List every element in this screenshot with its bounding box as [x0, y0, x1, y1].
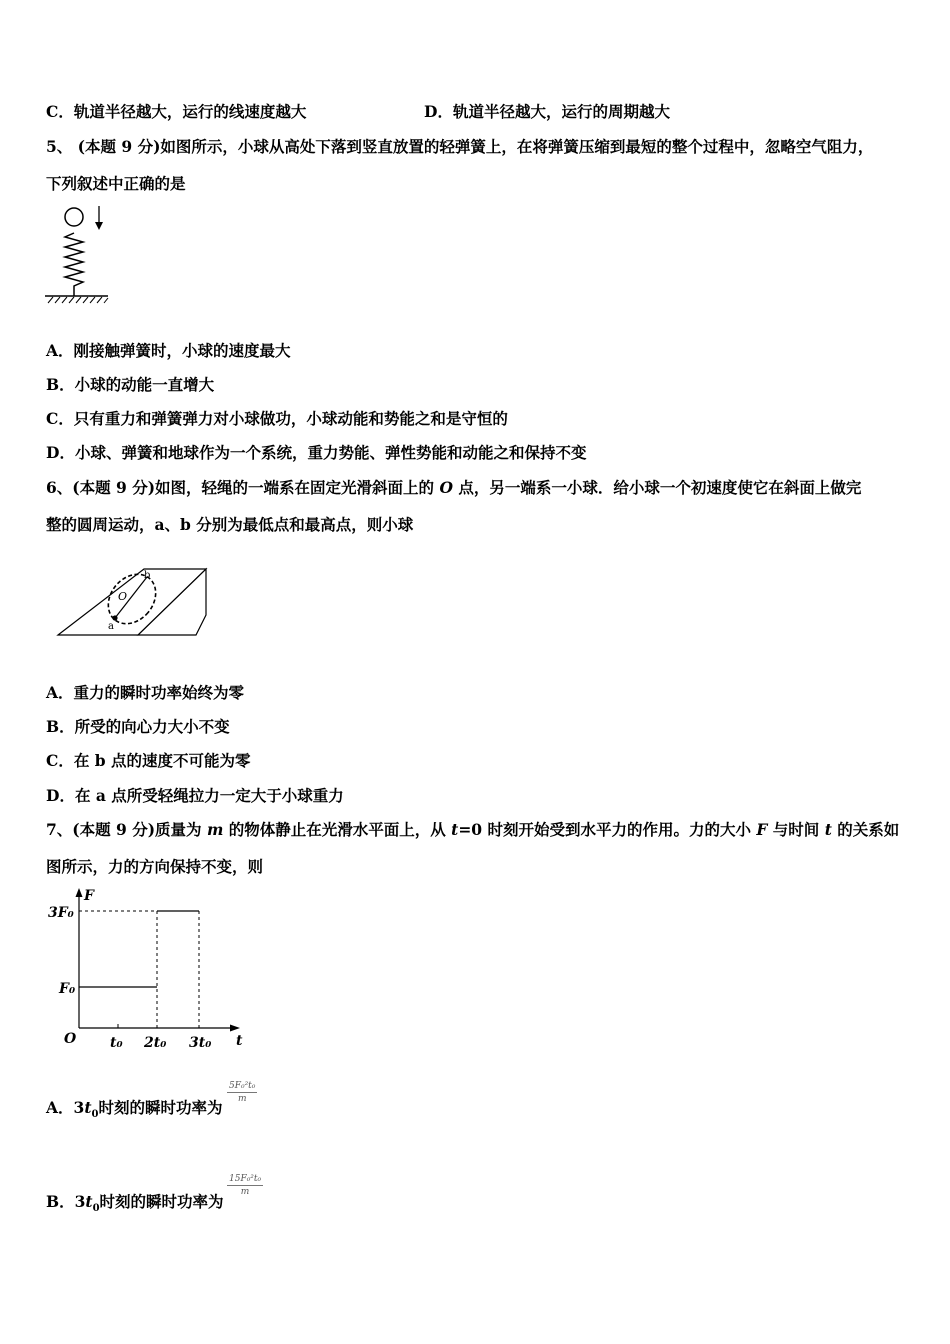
q6-point-o: O — [439, 478, 453, 497]
q5-stem-line2: 下列叙述中正确的是 — [46, 174, 186, 193]
q7-option-b-var: t — [85, 1192, 93, 1211]
ball-at-a — [112, 615, 117, 620]
q5-stem-line1: 5、 (本题 9 分)如图所示，小球从高处下落到竖直放置的轻弹簧上，在将弹簧压缩到最短的整个过程中，忽略空气阻力， — [46, 137, 874, 156]
fall-arrow-head — [95, 222, 103, 230]
q7-stem-part-a: 7、(本题 9 分)质量为 — [46, 820, 207, 839]
q7-option-a-fraction — [227, 1080, 257, 1105]
q6-stem-line2: 整的圆周运动，a、b 分别为最低点和最高点，则小球 — [46, 515, 414, 534]
q7-option-b-numerator: 15F₀²t₀ — [229, 1174, 262, 1184]
q6-option-d: D．在 a 点所受轻绳拉力一定大于小球重力 — [46, 786, 344, 805]
y-tick-3f0: 3F₀ — [48, 905, 74, 921]
q7-option-a-text: 时刻的瞬时功率为 — [98, 1098, 223, 1117]
incline-top-face — [58, 569, 206, 635]
y-axis-label: F — [84, 888, 94, 904]
label-o: O — [118, 590, 128, 603]
q4-option-c: C．轨道半径越大，运行的线速度越大 — [46, 102, 307, 121]
q7-option-b-denominator: m — [240, 1187, 250, 1197]
spring-ball-figure — [40, 200, 115, 310]
q7-stem-part-d: 与时间 — [767, 820, 825, 839]
spring-coil — [65, 233, 83, 296]
q5-option-b: B．小球的动能一直增大 — [46, 375, 215, 394]
q6-option-b: B．所受的向心力大小不变 — [46, 717, 230, 736]
origin-label: O — [64, 1031, 77, 1047]
q7-var-t: t — [451, 820, 459, 839]
ball — [65, 208, 83, 226]
x-axis-label: t — [236, 1033, 243, 1049]
q4-option-row — [46, 102, 670, 122]
label-a: a — [108, 621, 114, 632]
q6-stem-part2: 点，另一端系一小球．给小球一个初速度使它在斜面上做完 — [452, 478, 862, 497]
q6-stem-part1: 6、(本题 9 分)如图，轻绳的一端系在固定光滑斜面上的 — [46, 478, 440, 497]
y-axis-arrow — [76, 888, 83, 897]
incline-figure — [56, 563, 211, 638]
q7-stem-part-b: 的物体静止在光滑水平面上，从 — [223, 820, 452, 839]
q5-option-a: A．刚接触弹簧时，小球的速度最大 — [46, 341, 291, 360]
x-tick-t0: t₀ — [110, 1035, 123, 1051]
q4-option-d: D．轨道半径越大，运行的周期越大 — [424, 102, 670, 121]
q7-stem-part-c: =0 时刻开始受到水平力的作用。力的大小 — [458, 820, 757, 839]
q7-option-a-var: t — [84, 1098, 92, 1117]
ground-hatch — [48, 297, 108, 303]
q7-option-a-numerator: 5F₀²t₀ — [229, 1081, 256, 1091]
x-axis-arrow — [230, 1025, 240, 1032]
q7-stem-line1 — [46, 820, 899, 840]
q6-option-c: C．在 b 点的速度不可能为零 — [46, 751, 251, 770]
q7-var-f: F — [756, 820, 768, 839]
x-tick-3t0: 3t₀ — [189, 1035, 212, 1051]
force-time-graph — [44, 885, 259, 1055]
q7-option-a-denominator: m — [237, 1094, 247, 1104]
x-tick-2t0: 2t₀ — [144, 1035, 167, 1051]
q7-option-b-prefix: B．3 — [46, 1192, 86, 1211]
q7-option-a — [46, 1098, 222, 1125]
q7-option-b — [46, 1192, 224, 1219]
q7-option-a-prefix: A．3 — [46, 1098, 85, 1117]
q7-option-a-sub: 0 — [91, 1109, 99, 1121]
q7-option-b-fraction — [227, 1173, 263, 1198]
y-tick-f0: F₀ — [59, 981, 76, 997]
q7-var-m: m — [206, 820, 224, 839]
q7-var-t2: t — [824, 820, 832, 839]
q7-stem-part-e: 的关系如 — [831, 820, 900, 839]
label-b: b — [144, 570, 151, 581]
q7-option-b-text: 时刻的瞬时功率为 — [99, 1192, 224, 1211]
q6-option-a: A．重力的瞬时功率始终为零 — [46, 683, 245, 702]
q6-stem-line1 — [46, 478, 861, 498]
q5-option-c: C．只有重力和弹簧弹力对小球做功，小球动能和势能之和是守恒的 — [46, 409, 508, 428]
q5-option-d: D．小球、弹簧和地球作为一个系统，重力势能、弹性势能和动能之和保持不变 — [46, 443, 587, 462]
q7-stem-line2: 图所示，力的方向保持不变，则 — [46, 857, 264, 876]
q7-option-b-sub: 0 — [92, 1203, 100, 1215]
